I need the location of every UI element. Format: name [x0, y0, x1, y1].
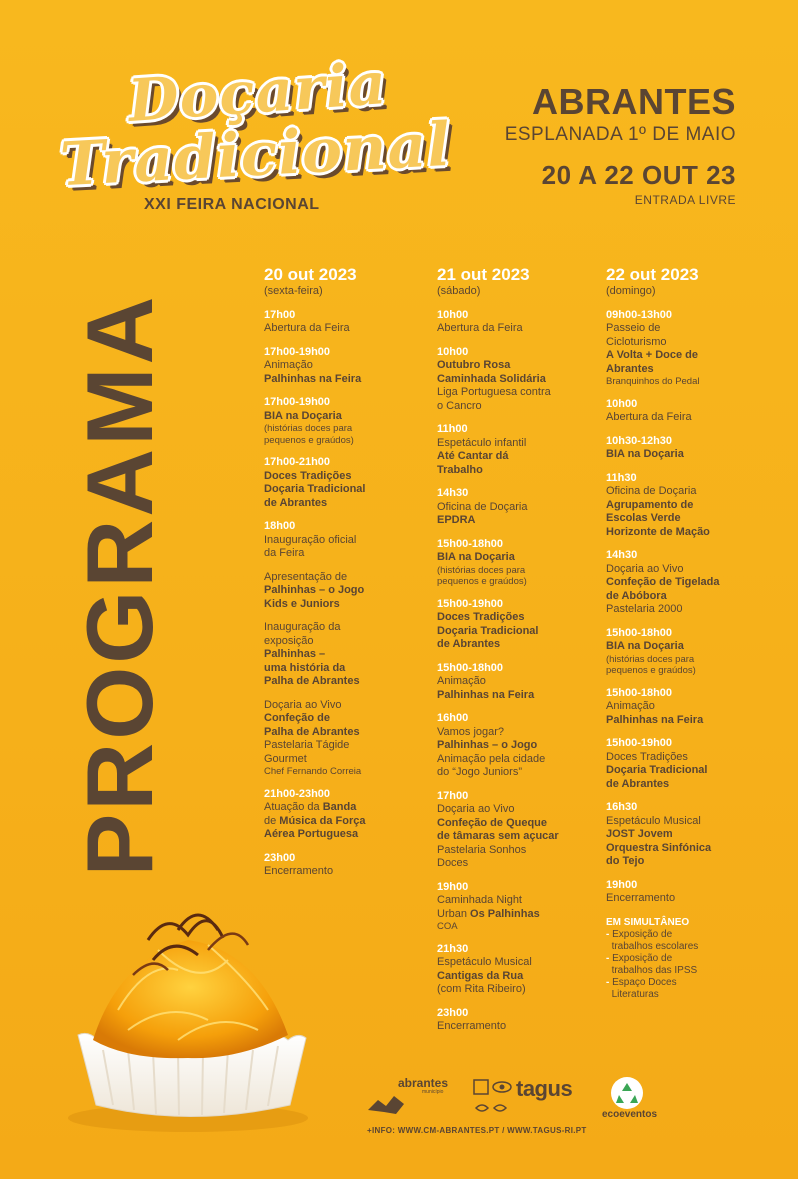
event-time: 10h00: [606, 397, 638, 410]
event-text: [437, 908, 595, 922]
event-time: 17h00: [437, 789, 469, 802]
event-title: Agrupamento de: [606, 498, 694, 511]
abrantes-logo-icon: [366, 1084, 406, 1124]
schedule-event: [264, 852, 422, 879]
event-text: [264, 828, 422, 842]
event-text: Vamos jogar?: [437, 725, 505, 738]
event-title: EPDRA: [437, 514, 476, 526]
event-title: Escolas Verde: [606, 512, 681, 524]
simultaneous-item-text: Espaço Doces: [612, 977, 677, 988]
event-title: Palha de Abrantes: [264, 675, 360, 687]
programa-vertical-title: [8, 275, 233, 895]
schedule-event: [606, 687, 764, 728]
event-text: Animação: [606, 700, 655, 712]
schedule-event: [437, 346, 595, 414]
day-weekday: (sábado): [437, 285, 481, 297]
schedule-event: [437, 881, 595, 933]
day-date: 20 out 2023: [264, 265, 357, 284]
event-time: 23h00: [264, 851, 296, 864]
tagus-logo-icon: [472, 1076, 514, 1118]
event-title: Horizonte de Mação: [606, 525, 710, 538]
schedule-event: [264, 699, 422, 778]
event-title: de tâmaras sem açucar: [437, 830, 559, 842]
event-text: Caminhada Night: [437, 894, 522, 906]
event-detail: (com Rita Ribeiro): [437, 983, 526, 995]
event-time: 10h00: [437, 345, 469, 358]
event-title: Orquestra Sinfónica: [606, 841, 712, 854]
schedule-event: [437, 538, 595, 588]
event-title: Kids e Juniors: [264, 597, 340, 610]
event-title: Palhinhas na Feira: [264, 372, 362, 385]
event-time: 11h00: [437, 423, 468, 435]
event-time: 10h30-12h30: [606, 434, 673, 447]
event-text-part: de: [264, 814, 280, 827]
event-detail: Pastelaria Tágide: [264, 739, 350, 751]
event-text: Oficina de Doçaria: [606, 485, 697, 497]
event-time: 10h00: [437, 308, 469, 321]
event-title: do Tejo: [606, 855, 645, 867]
event-text: Oficina de Doçaria: [437, 500, 528, 513]
event-note: pequenos e graúdos): [606, 665, 696, 676]
event-title-part: Música da Força: [279, 814, 366, 827]
event-text: Encerramento: [606, 892, 676, 904]
schedule-event: [606, 801, 764, 869]
event-time: 09h00-13h00: [606, 308, 673, 321]
event-header: [504, 81, 736, 207]
event-text: Espetáculo infantil: [437, 436, 527, 449]
event-title-part: Os Palhinhas: [470, 907, 540, 920]
event-time: 15h00-19h00: [437, 597, 504, 610]
event-time: 14h30: [437, 487, 469, 499]
event-time: 15h00-19h00: [606, 737, 673, 749]
bullet-dash: -: [606, 953, 613, 964]
day-date: 22 out 2023: [606, 265, 699, 284]
event-note: (histórias doces para: [264, 423, 353, 434]
event-title: Confeção de Queque: [437, 816, 548, 829]
event-detail: Doces: [437, 857, 469, 869]
event-title: Palhinhas –: [264, 648, 326, 660]
schedule-event: [606, 879, 764, 906]
logo-word-docaria: Doçaria: [125, 49, 390, 135]
simultaneous-item-text: trabalhos das IPSS: [611, 965, 698, 976]
info-urls: +INFO: WWW.CM-ABRANTES.PT / WWW.TAGUS-RI.PT: [367, 1126, 587, 1135]
event-time: 17h00-19h00: [264, 396, 331, 408]
schedule-event: [606, 435, 764, 462]
schedule-event: [437, 487, 595, 528]
event-text: Passeio de: [606, 322, 661, 334]
event-time: 11h30: [606, 471, 637, 484]
event-text: Inauguração da: [264, 621, 341, 633]
event-text: Encerramento: [264, 865, 334, 877]
event-time: 21h30: [437, 942, 469, 955]
event-text: Inauguração oficial: [264, 533, 357, 546]
programa-text: PROGRAMA: [67, 293, 172, 877]
tagus-logo-text: tagus: [516, 1076, 573, 1101]
schedule-event: [606, 627, 764, 677]
schedule-event: [437, 309, 595, 336]
event-title: Cantigas da Rua: [437, 969, 524, 982]
event-detail: Pastelaria 2000: [606, 603, 683, 615]
event-title: BIA na Doçaria: [264, 409, 342, 422]
event-time: 17h00-19h00: [264, 345, 331, 358]
event-time: 14h30: [606, 549, 638, 561]
day-column-1: [264, 265, 422, 889]
event-title: Abrantes: [606, 362, 654, 375]
event-text: da Feira: [264, 547, 305, 559]
schedule-event: [606, 309, 764, 388]
event-title: BIA na Doçaria: [606, 640, 684, 652]
schedule-event: [264, 309, 422, 336]
event-time: 16h30: [606, 801, 638, 813]
schedule-event: [437, 423, 595, 477]
event-time: 17h00: [264, 308, 296, 321]
event-title-part: Aérea Portuguesa: [264, 828, 359, 840]
event-note: pequenos e graúdos): [264, 434, 354, 446]
schedule-event: [437, 662, 595, 703]
event-detail: Gourmet: [264, 752, 307, 765]
event-note: (histórias doces para: [437, 564, 526, 576]
event-time: 18h00: [264, 520, 296, 532]
schedule-event: [437, 712, 595, 780]
event-title: Confeção de: [264, 712, 331, 724]
event-note: Branquinhos do Pedal: [606, 376, 700, 387]
simultaneous-item-text: Literaturas: [611, 989, 659, 1000]
simultaneous-item: [606, 953, 764, 965]
simultaneous-item: [606, 977, 764, 989]
event-time: 17h00-21h00: [264, 456, 331, 468]
schedule-event: [437, 1007, 595, 1034]
event-title: Até Cantar dá: [437, 450, 509, 462]
event-text: Doces Tradições: [606, 750, 688, 763]
event-title: Palhinhas – o Jogo: [264, 584, 365, 596]
venue-name: ESPLANADA 1º DE MAIO: [504, 124, 736, 145]
schedule-event: [264, 396, 422, 446]
event-text: Doçaria ao Vivo: [437, 803, 515, 815]
event-dates: 20 A 22 OUT 23: [541, 160, 736, 190]
day-column-3: [606, 265, 764, 1001]
event-time: 16h00: [437, 712, 469, 724]
event-title: Trabalho: [437, 463, 483, 476]
tagus-logo: [472, 1076, 582, 1120]
event-time: 19h00: [437, 880, 469, 893]
day-weekday: (domingo): [606, 285, 656, 297]
logo-subtitle: XXI FEIRA NACIONAL: [144, 196, 320, 213]
event-text: Abertura da Feira: [606, 411, 692, 423]
event-title: Caminhada Solidária: [437, 372, 546, 385]
event-text: Doçaria ao Vivo: [264, 698, 342, 711]
schedule-event: [437, 790, 595, 871]
event-title: Palhinhas – o Jogo: [437, 739, 538, 751]
bullet-dash: -: [606, 929, 613, 940]
event-detail: do “Jogo Juniors”: [437, 766, 522, 778]
schedule-event: [264, 456, 422, 510]
event-title: Palhinhas na Feira: [606, 713, 704, 726]
simultaneous-item-text: Exposição de: [612, 953, 673, 964]
day-column-2: [437, 265, 595, 1044]
event-title: Palhinhas na Feira: [437, 688, 535, 701]
simultaneous-item-text: trabalhos escolares: [611, 941, 699, 952]
event-title: uma história da: [264, 661, 346, 674]
schedule-event: [437, 943, 595, 997]
schedule-event: [264, 571, 422, 612]
event-text-part: Atuação da: [264, 801, 323, 813]
logo-word-tradicional: Tradicional: [58, 109, 453, 201]
event-text: Espetáculo Musical: [606, 814, 701, 827]
simultaneous-section: [606, 916, 764, 1002]
event-text: Animação: [264, 359, 313, 371]
event-text-part: Urban: [437, 907, 471, 920]
simultaneous-title: EM SIMULTÂNEO: [606, 916, 690, 928]
event-title: A Volta + Doce de: [606, 349, 698, 361]
event-text: Doçaria ao Vivo: [606, 562, 684, 575]
event-title: BIA na Doçaria: [606, 448, 684, 460]
abrantes-logo-tag: município: [422, 1089, 444, 1095]
event-detail: Animação pela cidade: [437, 752, 546, 765]
schedule-event: [264, 621, 422, 689]
event-title: de Abrantes: [606, 777, 670, 790]
event-detail: o Cancro: [437, 399, 482, 412]
schedule-event: [606, 737, 764, 791]
event-note: pequenos e graúdos): [437, 576, 527, 587]
event-title: Doces Tradições: [264, 469, 352, 482]
event-time: 15h00-18h00: [606, 626, 673, 639]
event-title: Doçaria Tradicional: [437, 624, 539, 637]
event-note: COA: [437, 921, 458, 932]
event-title: de Abóbora: [606, 589, 667, 602]
event-title: JOST Jovem: [606, 828, 673, 840]
event-title: de Abrantes: [264, 496, 328, 509]
event-time: 21h00-23h00: [264, 787, 331, 800]
event-text: Abertura da Feira: [437, 322, 523, 334]
event-text: Cicloturismo: [606, 335, 667, 348]
event-title: Doces Tradições: [437, 611, 525, 623]
event-title: Doçaria Tradicional: [606, 764, 708, 776]
event-text: [264, 815, 422, 829]
city-name: ABRANTES: [531, 81, 736, 122]
abrantes-logo-text: abrantes: [398, 1076, 449, 1090]
simultaneous-item-text: Exposição de: [612, 929, 673, 940]
day-date: 21 out 2023: [437, 265, 530, 284]
event-time: 15h00-18h00: [606, 686, 673, 699]
event-time: 19h00: [606, 878, 638, 891]
event-detail: Liga Portuguesa contra: [437, 386, 551, 398]
schedule-event: [606, 549, 764, 617]
day-weekday: (sexta-feira): [264, 285, 323, 297]
schedule-event: [437, 598, 595, 652]
event-title: de Abrantes: [437, 638, 501, 650]
event-text: Espetáculo Musical: [437, 956, 532, 968]
simultaneous-item: [606, 941, 764, 953]
event-title: Outubro Rosa: [437, 359, 511, 371]
event-text: Animação: [437, 675, 486, 687]
schedule-event: [606, 398, 764, 425]
event-title: Palha de Abrantes: [264, 725, 360, 738]
event-text: [264, 801, 422, 815]
event-logo: [58, 49, 453, 220]
event-note: Chef Fernando Correia: [264, 766, 362, 777]
event-note: (histórias doces para: [606, 653, 695, 665]
entry-note: ENTRADA LIVRE: [634, 193, 736, 207]
event-title: BIA na Doçaria: [437, 551, 515, 563]
event-text: exposição: [264, 634, 314, 647]
schedule-event: [264, 346, 422, 387]
event-title: Doçaria Tradicional: [264, 483, 366, 495]
simultaneous-item: [606, 989, 764, 1001]
event-time: 23h00: [437, 1006, 469, 1019]
schedule-event: [606, 472, 764, 540]
event-detail: Pastelaria Sonhos: [437, 843, 527, 856]
event-time: 15h00-18h00: [437, 661, 504, 674]
event-text: Apresentação de: [264, 570, 348, 583]
event-text: Abertura da Feira: [264, 322, 350, 334]
event-title-part: Banda: [322, 801, 357, 813]
event-time: 15h00-18h00: [437, 537, 504, 550]
bullet-dash: -: [606, 977, 613, 988]
recycle-icon: [610, 1076, 644, 1110]
ecoeventos-logo: [598, 1076, 660, 1132]
abrantes-logo: [366, 1076, 466, 1116]
pastry-illustration: [58, 900, 318, 1140]
schedule-event: [264, 520, 422, 561]
event-text: Encerramento: [437, 1020, 507, 1032]
simultaneous-item: [606, 965, 764, 977]
schedule-event: [264, 788, 422, 842]
ecoeventos-logo-text: ecoeventos: [602, 1109, 658, 1120]
simultaneous-item: [606, 929, 764, 941]
event-title: Confeção de Tigelada: [606, 576, 720, 588]
